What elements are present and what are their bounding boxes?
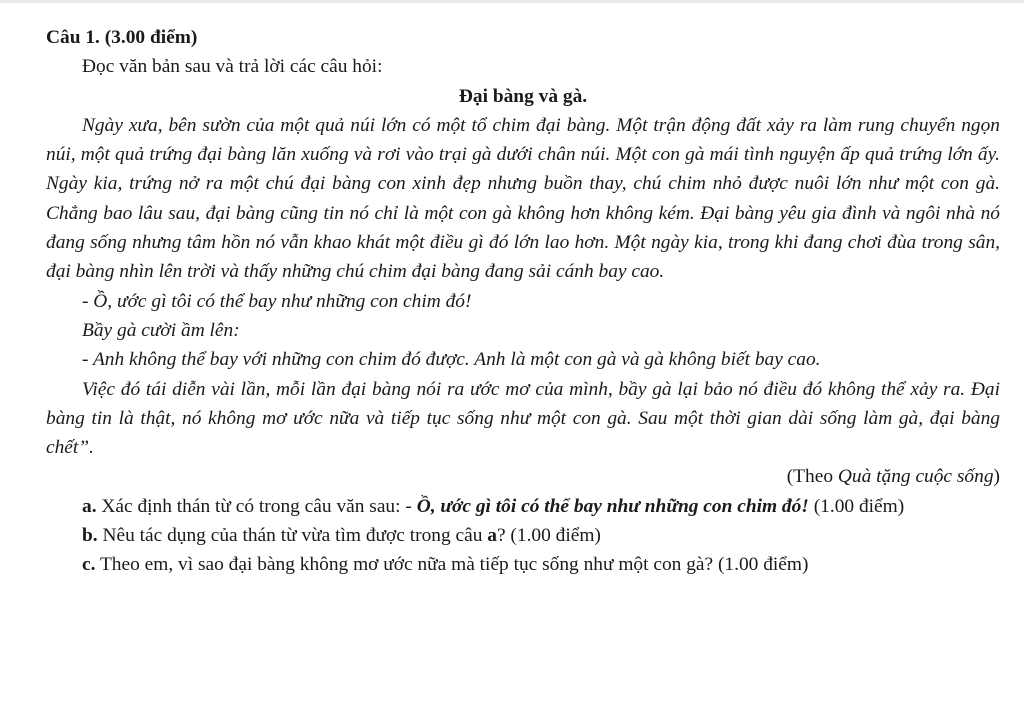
story-body <box>46 111 1000 463</box>
task-b-text: Nêu tác dụng của thán từ vừa tìm được trong câu <box>97 525 488 547</box>
task-b-label: b. <box>82 525 98 547</box>
task-c-text: Theo em, vì sao đại bàng không mơ ước nữa mà tiếp tục sống như một con gà? (1.00 điểm) <box>95 554 809 576</box>
task-a-label: a. <box>82 495 97 517</box>
source-prefix: (Theo <box>786 466 838 488</box>
story-dialogue-2: - Anh không thể bay với những con chim đó được. Anh là một con gà và gà không biết bay cao. <box>82 349 821 371</box>
task-b <box>46 521 1000 550</box>
story-title: Đại bàng và gà. <box>458 85 588 107</box>
story-source <box>46 462 1000 491</box>
task-c <box>46 550 1000 579</box>
story-paragraph-1: Ngày xưa, bên sườn của một quả núi lớn có một tổ chim đại bàng. Một trận động đất xảy ra làm rung chuyển ngọn núi, một quả trứng đại bàng lăn xuống và rơi vào trại gà dưới chân núi. Một con gà mái tình nguyện ấp quả trứng lớn ấy. Ngày kia, trứng nở ra một chú đại bàng con xinh đẹp nhưng buồn thay, chú chim nhỏ được nuôi lớn như một con gà. Chẳng bao lâu sau, đại bàng cũng tin nó chỉ là một con gà không hơn không kém. Đại bàng yêu gia đình và ngôi nhà nó đang sống nhưng tâm hồn nó vẫn khao khát một điều gì đó lớn lao hơn. Một ngày kia, trong khi đang chơi đùa trong sân, đại bàng nhìn lên trời và thấy những chú chim đại bàng đang sải cánh bay cao. <box>46 114 1000 283</box>
task-a-points: (1.00 điểm) <box>808 495 905 517</box>
task-b-points: ? (1.00 điểm) <box>496 525 601 547</box>
story-laugh-line: Bầy gà cười ầm lên: <box>82 319 240 341</box>
task-a <box>46 492 1000 521</box>
task-a-text: Xác định thán từ có trong câu văn sau: - <box>96 495 417 517</box>
source-suffix: ) <box>993 466 1000 488</box>
task-a-quote: Ồ, ước gì tôi có thể bay như những con chim đó! <box>416 495 809 517</box>
source-title: Quà tặng cuộc sống <box>837 466 994 488</box>
task-b-ref: a <box>487 525 497 547</box>
story-paragraph-2: Việc đó tái diễn vài lần, mỗi lần đại bàng nói ra ước mơ của mình, bầy gà lại bảo nó điều đó không thể xảy ra. Đại bàng tin là thật, nó không mơ ước nữa và tiếp tục sống như một con gà. Sau một thời gian dài sống làm gà, đại bàng chết”. <box>46 378 1000 459</box>
instruction-text: Đọc văn bản sau và trả lời các câu hỏi: <box>82 56 383 78</box>
question-heading: Câu 1. (3.00 điểm) <box>46 27 198 48</box>
task-c-label: c. <box>82 554 96 576</box>
story-dialogue-1: - Ồ, ước gì tôi có thể bay như những con chim đó! <box>82 290 472 312</box>
